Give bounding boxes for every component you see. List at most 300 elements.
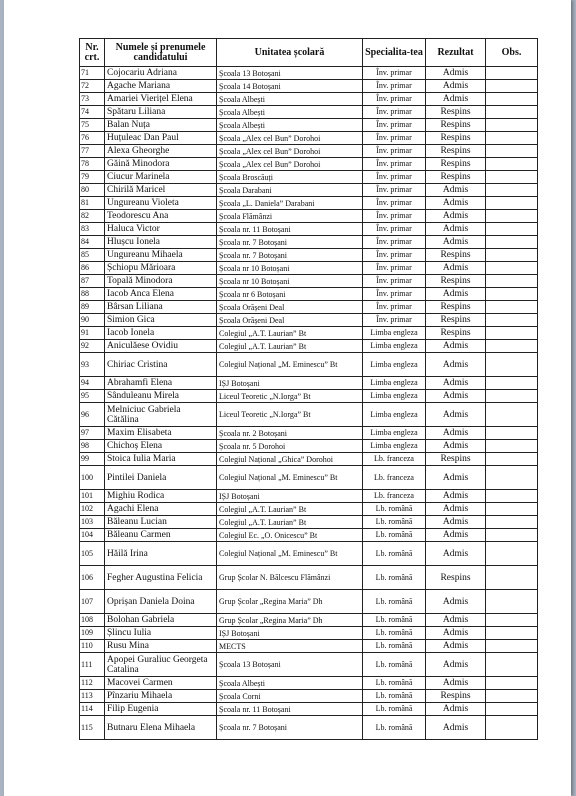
candidate-name-cell: Oprișan Daniela Doina xyxy=(105,590,217,614)
table-row xyxy=(80,703,538,716)
row-number-cell: 92 xyxy=(80,340,105,353)
observations-cell xyxy=(486,716,538,740)
candidate-name-cell: Ungureanu Mihaela xyxy=(105,249,217,262)
specialty-cell: Lb. română xyxy=(363,566,426,590)
school-unit-cell: Școala Albești xyxy=(217,677,363,690)
school-unit-cell: Școala „Alex cel Bun” Dorohoi xyxy=(217,145,363,158)
header-nr: Nr. crt. xyxy=(80,39,105,67)
observations-cell xyxy=(486,145,538,158)
observations-cell xyxy=(486,677,538,690)
observations-cell xyxy=(486,516,538,529)
table-body xyxy=(80,67,538,740)
observations-cell xyxy=(486,171,538,184)
specialty-cell: Lb. română xyxy=(363,677,426,690)
candidate-name-cell: Chichoș Elena xyxy=(105,440,217,453)
result-cell: Admis xyxy=(426,184,486,197)
school-unit-cell: MECTS xyxy=(217,640,363,653)
table-row xyxy=(80,80,538,93)
candidate-name-cell: Amariei Vierițel Elena xyxy=(105,93,217,106)
row-number-cell: 71 xyxy=(80,67,105,80)
school-unit-cell: Școala 13 Botoșani xyxy=(217,653,363,677)
candidate-name-cell: Iacob Anca Elena xyxy=(105,288,217,301)
specialty-cell: Lb. română xyxy=(363,640,426,653)
table-row xyxy=(80,236,538,249)
observations-cell xyxy=(486,184,538,197)
row-number-cell: 98 xyxy=(80,440,105,453)
candidate-name-cell: Bolohan Gabriela xyxy=(105,614,217,627)
specialty-cell: Înv. primar xyxy=(363,249,426,262)
row-number-cell: 91 xyxy=(80,327,105,340)
result-cell: Admis xyxy=(426,377,486,390)
specialty-cell: Limba engleza xyxy=(363,390,426,403)
school-unit-cell: Grup Școlar „Regina Maria” Dh xyxy=(217,614,363,627)
candidate-name-cell: Apopei Guraliuc Georgeta Catalina xyxy=(105,653,217,677)
observations-cell xyxy=(486,93,538,106)
header-result: Rezultat xyxy=(426,39,486,67)
observations-cell xyxy=(486,223,538,236)
school-unit-cell: Liceul Teoretic „N.Iorga” Bt xyxy=(217,403,363,427)
school-unit-cell: Școala nr. 11 Botoșani xyxy=(217,223,363,236)
school-unit-cell: Școala Darabani xyxy=(217,184,363,197)
specialty-cell: Lb. română xyxy=(363,516,426,529)
result-cell: Admis xyxy=(426,427,486,440)
candidate-name-cell: Stoica Iulia Maria xyxy=(105,453,217,466)
school-unit-cell: Școala nr. 7 Botoșani xyxy=(217,716,363,740)
row-number-cell: 101 xyxy=(80,490,105,503)
observations-cell xyxy=(486,301,538,314)
observations-cell xyxy=(486,503,538,516)
candidate-name-cell: Maxim Elisabeta xyxy=(105,427,217,440)
table-row xyxy=(80,288,538,301)
observations-cell xyxy=(486,132,538,145)
row-number-cell: 107 xyxy=(80,590,105,614)
result-cell: Admis xyxy=(426,403,486,427)
result-cell: Admis xyxy=(426,503,486,516)
row-number-cell: 99 xyxy=(80,453,105,466)
candidate-name-cell: Pînzariu Mihaela xyxy=(105,690,217,703)
row-number-cell: 76 xyxy=(80,132,105,145)
result-cell: Admis xyxy=(426,353,486,377)
result-cell: Admis xyxy=(426,440,486,453)
candidate-name-cell: Butnaru Elena Mihaela xyxy=(105,716,217,740)
table-row xyxy=(80,466,538,490)
table-row xyxy=(80,301,538,314)
specialty-cell: Înv. primar xyxy=(363,93,426,106)
row-number-cell: 75 xyxy=(80,119,105,132)
school-unit-cell: IȘJ Botoșani xyxy=(217,377,363,390)
observations-cell xyxy=(486,627,538,640)
table-row xyxy=(80,184,538,197)
header-spec: Specialita-tea xyxy=(363,39,426,67)
specialty-cell: Înv. primar xyxy=(363,301,426,314)
candidate-name-cell: Teodorescu Ana xyxy=(105,210,217,223)
specialty-cell: Înv. primar xyxy=(363,119,426,132)
result-cell: Respins xyxy=(426,275,486,288)
specialty-cell: Înv. primar xyxy=(363,262,426,275)
specialty-cell: Înv. primar xyxy=(363,210,426,223)
table-row xyxy=(80,67,538,80)
specialty-cell: Înv. primar xyxy=(363,145,426,158)
observations-cell xyxy=(486,640,538,653)
table-row xyxy=(80,132,538,145)
result-cell: Admis xyxy=(426,67,486,80)
table-row xyxy=(80,677,538,690)
table-row xyxy=(80,490,538,503)
result-cell: Respins xyxy=(426,132,486,145)
specialty-cell: Lb. română xyxy=(363,614,426,627)
candidate-name-cell: Băleanu Lucian xyxy=(105,516,217,529)
table-row xyxy=(80,93,538,106)
row-number-cell: 108 xyxy=(80,614,105,627)
row-number-cell: 81 xyxy=(80,197,105,210)
result-cell: Admis xyxy=(426,703,486,716)
row-number-cell: 74 xyxy=(80,106,105,119)
observations-cell xyxy=(486,453,538,466)
specialty-cell: Lb. română xyxy=(363,716,426,740)
specialty-cell: Înv. primar xyxy=(363,275,426,288)
observations-cell xyxy=(486,703,538,716)
school-unit-cell: Școala Flămânzi xyxy=(217,210,363,223)
observations-cell xyxy=(486,566,538,590)
candidate-name-cell: Pintilei Daniela xyxy=(105,466,217,490)
table-row xyxy=(80,106,538,119)
specialty-cell: Înv. primar xyxy=(363,184,426,197)
candidate-name-cell: Hlușcu Ionela xyxy=(105,236,217,249)
observations-cell xyxy=(486,490,538,503)
row-number-cell: 103 xyxy=(80,516,105,529)
specialty-cell: Lb. română xyxy=(363,590,426,614)
candidate-name-cell: Balan Nuța xyxy=(105,119,217,132)
specialty-cell: Limba engleza xyxy=(363,427,426,440)
row-number-cell: 109 xyxy=(80,627,105,640)
specialty-cell: Lb. română xyxy=(363,503,426,516)
row-number-cell: 78 xyxy=(80,158,105,171)
result-cell: Admis xyxy=(426,80,486,93)
row-number-cell: 104 xyxy=(80,529,105,542)
result-cell: Respins xyxy=(426,327,486,340)
table-row xyxy=(80,262,538,275)
table-row xyxy=(80,314,538,327)
candidate-name-cell: Chirilă Maricel xyxy=(105,184,217,197)
school-unit-cell: Colegiul „A.T. Laurian” Bt xyxy=(217,327,363,340)
specialty-cell: Înv. primar xyxy=(363,171,426,184)
candidate-name-cell: Chiriac Cristina xyxy=(105,353,217,377)
specialty-cell: Limba engleza xyxy=(363,327,426,340)
candidate-name-cell: Alexa Gheorghe xyxy=(105,145,217,158)
result-cell: Admis xyxy=(426,590,486,614)
specialty-cell: Lb. franceza xyxy=(363,490,426,503)
observations-cell xyxy=(486,288,538,301)
result-cell: Admis xyxy=(426,716,486,740)
table-row xyxy=(80,158,538,171)
table-row xyxy=(80,427,538,440)
school-unit-cell: Colegiul „A.T. Laurian” Bt xyxy=(217,340,363,353)
table-row xyxy=(80,223,538,236)
candidate-name-cell: Bârsan Liliana xyxy=(105,301,217,314)
table-row xyxy=(80,327,538,340)
observations-cell xyxy=(486,590,538,614)
candidate-name-cell: Spătaru Liliana xyxy=(105,106,217,119)
school-unit-cell: Colegiul Național „Ghica” Dorohoi xyxy=(217,453,363,466)
school-unit-cell: Școala „Alex cel Bun” Dorohoi xyxy=(217,158,363,171)
candidate-name-cell: Topală Minodora xyxy=(105,275,217,288)
table-row xyxy=(80,716,538,740)
row-number-cell: 72 xyxy=(80,80,105,93)
row-number-cell: 89 xyxy=(80,301,105,314)
school-unit-cell: Școala Albești xyxy=(217,93,363,106)
observations-cell xyxy=(486,653,538,677)
observations-cell xyxy=(486,197,538,210)
observations-cell xyxy=(486,529,538,542)
observations-cell xyxy=(486,690,538,703)
school-unit-cell: Colegiul Național „M. Eminescu” Bt xyxy=(217,353,363,377)
row-number-cell: 84 xyxy=(80,236,105,249)
table-row xyxy=(80,440,538,453)
table-row xyxy=(80,627,538,640)
school-unit-cell: Școala Orășeni Deal xyxy=(217,314,363,327)
specialty-cell: Înv. primar xyxy=(363,314,426,327)
specialty-cell: Înv. primar xyxy=(363,132,426,145)
observations-cell xyxy=(486,158,538,171)
row-number-cell: 111 xyxy=(80,653,105,677)
result-cell: Admis xyxy=(426,288,486,301)
row-number-cell: 106 xyxy=(80,566,105,590)
row-number-cell: 82 xyxy=(80,210,105,223)
row-number-cell: 102 xyxy=(80,503,105,516)
document-page xyxy=(4,0,571,796)
candidates-table xyxy=(79,38,538,740)
row-number-cell: 87 xyxy=(80,275,105,288)
school-unit-cell: Școala nr. 11 Botoșani xyxy=(217,703,363,716)
observations-cell xyxy=(486,353,538,377)
table-row xyxy=(80,210,538,223)
candidate-name-cell: Aniculăese Ovidiu xyxy=(105,340,217,353)
table-header xyxy=(80,39,538,67)
candidate-name-cell: Huțuleac Dan Paul xyxy=(105,132,217,145)
table-row xyxy=(80,353,538,377)
table-row xyxy=(80,377,538,390)
table-row xyxy=(80,453,538,466)
table-row xyxy=(80,542,538,566)
table-row xyxy=(80,566,538,590)
result-cell: Admis xyxy=(426,466,486,490)
school-unit-cell: Colegiul Național „M. Eminescu” Bt xyxy=(217,542,363,566)
school-unit-cell: Școala Broscăuți xyxy=(217,171,363,184)
result-cell: Admis xyxy=(426,627,486,640)
result-cell: Admis xyxy=(426,197,486,210)
table-row xyxy=(80,516,538,529)
observations-cell xyxy=(486,327,538,340)
row-number-cell: 85 xyxy=(80,249,105,262)
table-row xyxy=(80,197,538,210)
table-row xyxy=(80,275,538,288)
school-unit-cell: Colegiul „A.T. Laurian” Bt xyxy=(217,503,363,516)
row-number-cell: 114 xyxy=(80,703,105,716)
specialty-cell: Înv. primar xyxy=(363,106,426,119)
school-unit-cell: IȘJ Botoșani xyxy=(217,627,363,640)
table-row xyxy=(80,171,538,184)
observations-cell xyxy=(486,614,538,627)
result-cell: Respins xyxy=(426,119,486,132)
school-unit-cell: Grup Școlar „Regina Maria” Dh xyxy=(217,590,363,614)
result-cell: Admis xyxy=(426,210,486,223)
observations-cell xyxy=(486,340,538,353)
school-unit-cell: Liceul Teoretic „N.Iorga” Bt xyxy=(217,390,363,403)
candidate-name-cell: Rusu Mina xyxy=(105,640,217,653)
observations-cell xyxy=(486,542,538,566)
school-unit-cell: Școala „Alex cel Bun” Dorohoi xyxy=(217,132,363,145)
specialty-cell: Lb. franceza xyxy=(363,466,426,490)
result-cell: Admis xyxy=(426,223,486,236)
result-cell: Admis xyxy=(426,640,486,653)
specialty-cell: Înv. primar xyxy=(363,223,426,236)
result-cell: Respins xyxy=(426,566,486,590)
school-unit-cell: Școala Orășeni Deal xyxy=(217,301,363,314)
row-number-cell: 83 xyxy=(80,223,105,236)
row-number-cell: 110 xyxy=(80,640,105,653)
result-cell: Admis xyxy=(426,653,486,677)
candidate-name-cell: Abrahamfi Elena xyxy=(105,377,217,390)
table-row xyxy=(80,503,538,516)
specialty-cell: Limba engleza xyxy=(363,340,426,353)
school-unit-cell: Grup Școlar N. Bălcescu Flămânzi xyxy=(217,566,363,590)
header-obs: Obs. xyxy=(486,39,538,67)
row-number-cell: 115 xyxy=(80,716,105,740)
result-cell: Admis xyxy=(426,614,486,627)
school-unit-cell: Școala Corni xyxy=(217,690,363,703)
specialty-cell: Lb. română xyxy=(363,542,426,566)
table-row xyxy=(80,249,538,262)
row-number-cell: 77 xyxy=(80,145,105,158)
school-unit-cell: Școala 13 Botoșani xyxy=(217,67,363,80)
candidate-name-cell: Haluca Victor xyxy=(105,223,217,236)
result-cell: Respins xyxy=(426,145,486,158)
school-unit-cell: Colegiul Ec. „O. Onicescu” Bt xyxy=(217,529,363,542)
candidate-name-cell: Melniciuc Gabriela Cătălina xyxy=(105,403,217,427)
candidate-name-cell: Sânduleanu Mirela xyxy=(105,390,217,403)
specialty-cell: Lb. română xyxy=(363,529,426,542)
result-cell: Admis xyxy=(426,516,486,529)
candidate-name-cell: Iacob Ionela xyxy=(105,327,217,340)
candidate-name-cell: Șlincu Iulia xyxy=(105,627,217,640)
candidate-name-cell: Cojocariu Adriana xyxy=(105,67,217,80)
row-number-cell: 93 xyxy=(80,353,105,377)
row-number-cell: 88 xyxy=(80,288,105,301)
row-number-cell: 90 xyxy=(80,314,105,327)
result-cell: Respins xyxy=(426,301,486,314)
table-row xyxy=(80,690,538,703)
observations-cell xyxy=(486,466,538,490)
result-cell: Respins xyxy=(426,314,486,327)
row-number-cell: 95 xyxy=(80,390,105,403)
school-unit-cell: Școala nr. 2 Botoșani xyxy=(217,427,363,440)
result-cell: Admis xyxy=(426,93,486,106)
candidate-name-cell: Ungureanu Violeta xyxy=(105,197,217,210)
table-row xyxy=(80,653,538,677)
specialty-cell: Limba engleza xyxy=(363,353,426,377)
table-row xyxy=(80,390,538,403)
observations-cell xyxy=(486,106,538,119)
school-unit-cell: Școala nr. 7 Botoșani xyxy=(217,236,363,249)
table-row xyxy=(80,145,538,158)
candidate-name-cell: Ciucur Marinela xyxy=(105,171,217,184)
table-row xyxy=(80,403,538,427)
header-unit: Unitatea școlară xyxy=(217,39,363,67)
candidate-name-cell: Agache Mariana xyxy=(105,80,217,93)
school-unit-cell: Școala Albești xyxy=(217,119,363,132)
specialty-cell: Lb. română xyxy=(363,653,426,677)
observations-cell xyxy=(486,119,538,132)
observations-cell xyxy=(486,403,538,427)
specialty-cell: Limba engleza xyxy=(363,403,426,427)
result-cell: Admis xyxy=(426,542,486,566)
row-number-cell: 105 xyxy=(80,542,105,566)
observations-cell xyxy=(486,262,538,275)
candidate-name-cell: Găină Minodora xyxy=(105,158,217,171)
row-number-cell: 112 xyxy=(80,677,105,690)
specialty-cell: Lb. franceza xyxy=(363,453,426,466)
candidate-name-cell: Băleanu Carmen xyxy=(105,529,217,542)
result-cell: Admis xyxy=(426,340,486,353)
table-row xyxy=(80,590,538,614)
row-number-cell: 100 xyxy=(80,466,105,490)
result-cell: Admis xyxy=(426,677,486,690)
table-row xyxy=(80,119,538,132)
observations-cell xyxy=(486,249,538,262)
candidate-name-cell: Agachi Elena xyxy=(105,503,217,516)
result-cell: Admis xyxy=(426,236,486,249)
school-unit-cell: Școala 14 Botoșani xyxy=(217,80,363,93)
table-row xyxy=(80,340,538,353)
candidate-name-cell: Șchiopu Mărioara xyxy=(105,262,217,275)
result-cell: Admis xyxy=(426,262,486,275)
specialty-cell: Înv. primar xyxy=(363,67,426,80)
row-number-cell: 86 xyxy=(80,262,105,275)
candidate-name-cell: Simion Gica xyxy=(105,314,217,327)
specialty-cell: Înv. primar xyxy=(363,288,426,301)
candidate-name-cell: Fegher Augustina Felicia xyxy=(105,566,217,590)
result-cell: Respins xyxy=(426,690,486,703)
header-name: Numele și prenumele candidatului xyxy=(105,39,217,67)
specialty-cell: Înv. primar xyxy=(363,197,426,210)
observations-cell xyxy=(486,67,538,80)
specialty-cell: Lb. română xyxy=(363,703,426,716)
result-cell: Respins xyxy=(426,453,486,466)
table-row xyxy=(80,614,538,627)
observations-cell xyxy=(486,314,538,327)
school-unit-cell: Școala nr 6 Botoșani xyxy=(217,288,363,301)
result-cell: Respins xyxy=(426,106,486,119)
specialty-cell: Înv. primar xyxy=(363,158,426,171)
observations-cell xyxy=(486,440,538,453)
result-cell: Admis xyxy=(426,490,486,503)
result-cell: Admis xyxy=(426,390,486,403)
school-unit-cell: IȘJ Botoșani xyxy=(217,490,363,503)
observations-cell xyxy=(486,377,538,390)
specialty-cell: Limba engleza xyxy=(363,440,426,453)
school-unit-cell: Școala „L. Daniela” Darabani xyxy=(217,197,363,210)
candidate-name-cell: Macovei Carmen xyxy=(105,677,217,690)
observations-cell xyxy=(486,210,538,223)
observations-cell xyxy=(486,236,538,249)
specialty-cell: Lb. română xyxy=(363,690,426,703)
school-unit-cell: Școala Albești xyxy=(217,106,363,119)
candidate-name-cell: Filip Eugenia xyxy=(105,703,217,716)
row-number-cell: 96 xyxy=(80,403,105,427)
candidate-name-cell: Hăilă Irina xyxy=(105,542,217,566)
result-cell: Admis xyxy=(426,529,486,542)
observations-cell xyxy=(486,390,538,403)
